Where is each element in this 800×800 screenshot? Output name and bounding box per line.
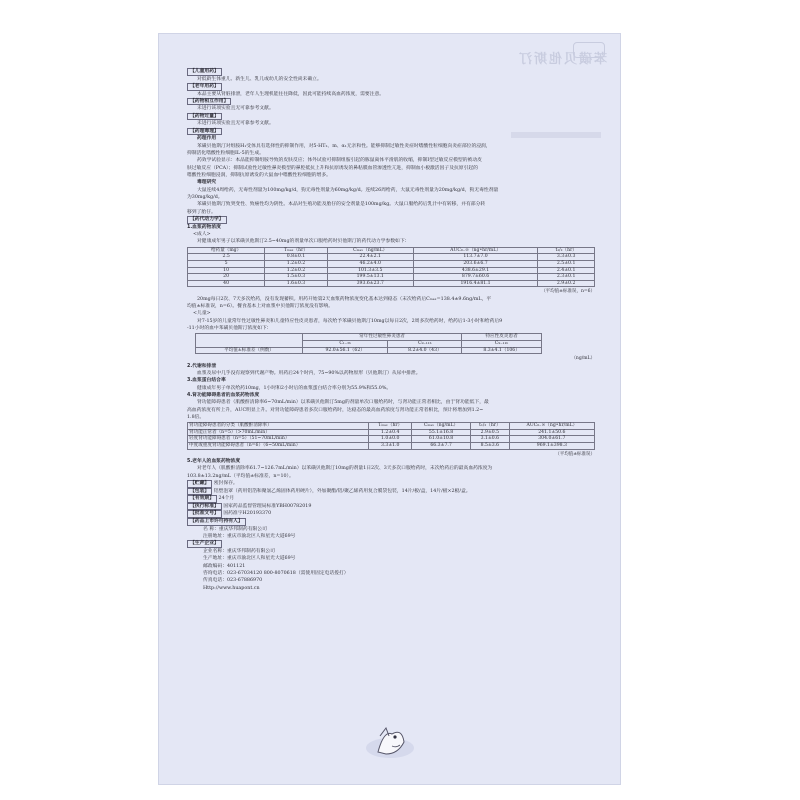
table-header: 常年性过敏性鼻炎患者 xyxy=(302,334,461,341)
company-logo xyxy=(362,722,418,762)
table-cell: 969.1±398.3 xyxy=(509,443,594,450)
pk4-line: 1.8倍。 xyxy=(187,414,205,420)
table-cell: 10 xyxy=(188,267,265,274)
table-header: C₉₋₁₁ₕ xyxy=(462,340,542,347)
storage-text: 密封保存。 xyxy=(213,481,238,486)
table-header-row xyxy=(188,247,595,254)
table-cell: 3.3±1.0 xyxy=(369,443,412,450)
mah-header: 【药品上市许可持有人】 xyxy=(187,518,246,526)
pk3-title: 3.血浆蛋白结合率 xyxy=(187,378,226,384)
approval-text: 国药准字H20193370 xyxy=(223,511,272,517)
website: Http://www.huapont.cn xyxy=(203,585,260,591)
table-cell: 1.5±0.3 xyxy=(265,274,328,281)
child-label: <儿童> xyxy=(193,311,211,317)
table-cell: 438.6±29.1 xyxy=(413,267,538,274)
toxicity-line: 苯磺贝他斯汀致突变性、致癌性均为阴性。本品对生殖功能及胎仔的安全剂量是100mg/kg。大鼠口服给药后乳汁中有转移，并有部分转 xyxy=(197,202,486,208)
table-row xyxy=(188,274,595,281)
table-header: AUC₀₋∞（ng•hr/mL） xyxy=(413,247,538,254)
toxicology-header: 【药理毒理】 xyxy=(187,128,222,136)
table-cell: 2.5 xyxy=(188,254,265,261)
table-cell: 1.0±0.0 xyxy=(369,436,412,443)
child-line: 对7-15岁的儿童常年性过敏性鼻炎和儿童特应性皮炎患者，每次给予苯磺贝他斯汀10mg以每日2次，2周多次给药时，给药后1-3小时和给药后9 xyxy=(197,318,503,324)
table-cell: 22.4±2.1 xyxy=(327,254,413,261)
table-cell: 3.3±0.3 xyxy=(538,254,595,261)
overdose-header: 【药物过量】 xyxy=(187,113,222,121)
leaflet-content xyxy=(187,68,595,592)
elderly-text: 本品主要从肾脏排泄，老年人生理机能往往降低，因此可能持续高血药浓度，需要注意。 xyxy=(197,91,385,97)
standard-header: 【执行标准】 xyxy=(187,503,222,511)
repeat-dose-line: 均值±标准误，n=6）。餐食基本上对血浆中贝他斯汀浓度没有影响。 xyxy=(187,304,334,309)
table-cell: 2.9±0.2 xyxy=(538,280,595,287)
table-header: 给药量（mg） xyxy=(188,247,265,254)
toxicity-line: 大鼠连续4周给药，无毒性剂量为100mg/kg/d，狗无毒性剂量为60mg/kg/d。连续26周给药，大鼠无毒性剂量为20mg/kg/d，狗无毒性剂量 xyxy=(197,187,499,193)
table-header-row xyxy=(188,423,595,430)
table-cell: 5 xyxy=(188,260,265,267)
table-header: Tₘₐₓ（hr） xyxy=(265,247,328,254)
pk4-line: 高血药浓度有所上升，AUC明显上升。对肾功能障碍患者多次口服给药时，达稳态的最高血药浓度与肾功能正常者相比，预计将增加到1.2~ xyxy=(187,407,484,413)
table-cell: 393.6±23.7 xyxy=(327,280,413,287)
table-cell: 66.3±7.7 xyxy=(412,443,471,450)
pharmacology-title: 药理作用 xyxy=(197,136,217,142)
kids-header: 【儿童用药】 xyxy=(187,68,222,76)
table-header: AUC₀₋∞（ng•hr/mL） xyxy=(509,423,594,430)
pharm-line: 药效学试验显示：本品能抑制组胺导致的皮肤反应；体外试验可抑制组胺引起的豚鼠离体平滑肌的收缩，抑制Ⅰ型过敏反应模型的被动皮 xyxy=(197,158,482,164)
table-row xyxy=(196,347,542,354)
mfr-line: 生产地址：重庆市渝北区人和星光大道69号 xyxy=(203,556,296,562)
table-cell: 8.5±3.6 xyxy=(471,443,510,450)
interaction-header: 【药物相互作用】 xyxy=(187,98,231,106)
pk5-title: 5.老年人的血浆药物浓度 xyxy=(187,458,241,464)
pharm-line: 苯磺贝他斯汀对组胺H₁受体具有选择性的抑制作用，对5-HT₂、m、α₁无亲和性。能够抑制过敏性炎症时嗜酸性粒细胞向炎症部位的浸润， xyxy=(197,143,491,149)
toxicity-line: 移到了胎仔。 xyxy=(187,209,216,215)
pharm-line: 嗜酸性粒细胞浸润，抑制抗原诱发的大鼠血中嗜酸性粒细胞的增多。 xyxy=(187,173,331,179)
table-cell: 8.2±4.0（43） xyxy=(388,347,462,354)
table-header: C₉₋₁₁ₕ xyxy=(388,340,462,347)
table-row xyxy=(188,267,595,274)
table-cell: 肾功能正常者（n=5）（>70mL/min） xyxy=(188,429,369,436)
table-header-row xyxy=(196,334,542,341)
kids-text: 对低龄生体重儿、新生儿、乳儿或幼儿的安全性尚未确立。 xyxy=(197,76,322,82)
table-cell: 平均值±标准差（例数） xyxy=(196,347,303,354)
pk5-line: 103.8±13.2ng/mL（平均值±标准差，n=10）。 xyxy=(187,473,294,479)
table-cell: 40 xyxy=(188,280,265,287)
mfr-line: 企业名称：重庆华邦制药有限公司 xyxy=(203,548,275,554)
repeat-dose-line: 20mg每日2次、7天多次给药，没有发现蓄积。用药开始第2天血浆药物浓度变化基本达到稳态（末次给药后Cₘₐₓ=138.4±9.6ng/mL，平 xyxy=(197,296,492,302)
table-row xyxy=(188,254,595,261)
storage-header: 【贮藏】 xyxy=(187,480,212,488)
interaction-text: 未进行该项实验且无可靠参考文献。 xyxy=(197,106,274,112)
elderly-header: 【老年用药】 xyxy=(187,83,222,91)
table-header: 肾功能障碍患者的分类（肌酸酐清除率） xyxy=(188,423,369,430)
leaflet-sheet xyxy=(159,34,620,784)
pk2-text: 血浆及尿中几乎没有观察到代谢产物。用药后24个时内，75~90%以药物原形（贝他斯汀）从尿中排泄。 xyxy=(197,370,421,376)
approval-header: 【批准文号】 xyxy=(187,510,222,518)
adult-intro: 对健康成年男子以苯磺贝他斯汀2.5~40mg的剂量单次口服给药时贝他斯汀的药代动力学参数如下： xyxy=(197,239,410,245)
validity-text: 24个月 xyxy=(218,496,235,502)
table-row xyxy=(188,260,595,267)
pk-table-renal xyxy=(187,422,595,449)
table-cell: 1916.4±81.1 xyxy=(413,280,538,287)
table-cell: 92.0±56.1（62） xyxy=(302,347,388,354)
table-row xyxy=(188,443,595,450)
pk1-title: 1.血浆药物浓度 xyxy=(187,224,221,230)
mah-line: 名 称：重庆华邦制药有限公司 xyxy=(203,526,267,532)
table-cell: 101.3±3.5 xyxy=(327,267,413,274)
mfr-line: 咨询电话：023-67034120 800-8070618（需使用固定电话拨打） xyxy=(203,570,349,576)
validity-header: 【有效期】 xyxy=(187,495,217,503)
table-cell: 2.3±0.1 xyxy=(538,274,595,281)
table-cell: 2.5±0.1 xyxy=(538,260,595,267)
pharm-line: 肤过敏反应（PCA）；抑制试验性过敏性鼻炎模型的鼻腔抵抗上升和抗原诱发的鼻粘膜血管渗透性亢进，抑制血小板激活因子及抗原引起的 xyxy=(187,165,478,171)
table-header: C₁₋₃ₕ xyxy=(302,340,388,347)
table-note: （平均值±标准误，n=6） xyxy=(541,289,595,295)
child-line: -11小时的血中苯磺贝他斯汀浓度如下： xyxy=(187,326,272,332)
table-cell: 1.2±0.2 xyxy=(265,267,328,274)
reverse-watermark-stamp xyxy=(573,42,605,58)
pk5-line: 对老年人（肌酸酐清除率61.7~126.7mL/min）以苯磺贝他斯汀10mg的剂量1日2次、3天多次口服给药时，末次给药后的最高血药浓度为 xyxy=(197,466,493,472)
pk-table-children xyxy=(195,333,542,354)
overdose-text: 未进行该项实验且无可靠参考文献。 xyxy=(197,121,274,127)
pk4-line: 肾功能障碍患者（肌酸酐清除率6~70mL/min）以苯磺贝他斯汀5mg的剂量单次口服给药时，与肾功能正常者相比，由于肾功能低下，最 xyxy=(197,400,489,406)
manufacturer-header: 【生产企业】 xyxy=(187,540,222,548)
table-cell: 8.3±4.1（106） xyxy=(462,347,542,354)
table-header: t₁/₂（hr） xyxy=(538,247,595,254)
table-cell: 2.4±0.1 xyxy=(538,267,595,274)
table-header: t₁/₂（hr） xyxy=(471,423,510,430)
table-note: （平均值±标准误） xyxy=(555,451,595,457)
table-cell: 1.2±0.4 xyxy=(369,429,412,436)
toxicity-title: 毒理研究 xyxy=(197,180,217,186)
table-row xyxy=(188,429,595,436)
table-cell: 61.0±10.8 xyxy=(412,436,471,443)
table-header: Tₘₐₓ（hr） xyxy=(369,423,412,430)
toxicity-line: 为30mg/kg/d。 xyxy=(187,195,223,201)
table-header: Cₘₐₓ（ng/mL） xyxy=(327,247,413,254)
table-cell: 2.9±0.5 xyxy=(471,429,510,436)
table-row xyxy=(188,280,595,287)
table-header: 特应性皮炎患者 xyxy=(462,334,542,341)
table-cell: 20 xyxy=(188,274,265,281)
mfr-line: 传真电话：023-67886970 xyxy=(203,578,263,584)
table-cell: 241.1±50.6 xyxy=(509,429,594,436)
table-cell: 1.6±0.3 xyxy=(265,280,328,287)
table-header: Cₘₐₓ（ng/mL） xyxy=(412,423,471,430)
pharm-line: 抑制活化嗜酸性粒细胞IL-5的生成。 xyxy=(187,151,264,157)
table-cell: 113.7±7.0 xyxy=(413,254,538,261)
mah-line: 注册地址：重庆市渝北区人和星光大道69号 xyxy=(203,533,296,539)
pk-header: 【药代动力学】 xyxy=(187,216,227,224)
package-header: 【包装】 xyxy=(187,488,212,496)
adult-label: <成人> xyxy=(193,232,211,238)
table-unit: （ng/mL） xyxy=(571,356,595,362)
table-cell: 1.2±0.2 xyxy=(265,260,328,267)
table-cell: 304.0±61.7 xyxy=(509,436,594,443)
table-cell: 轻度肾功能障碍患者（n=5）（51~70mL/min） xyxy=(188,436,369,443)
table-cell: 46.2±4.0 xyxy=(327,260,413,267)
table-cell: 55.1±16.8 xyxy=(412,429,471,436)
pk3-text: 健康成年男子单次给药10mg，1小时和2小时后的血浆蛋白结合率分别为55.9%和55.0%。 xyxy=(197,385,392,391)
pk4-title: 4.肾功能障碍患者的血浆药物浓度 xyxy=(187,392,260,398)
table-cell: 879.7±60.6 xyxy=(413,274,538,281)
pk2-title: 2.代谢和排泄 xyxy=(187,363,217,369)
pk-table-adult xyxy=(187,247,595,288)
table-cell: 3.1±0.6 xyxy=(471,436,510,443)
package-text: 铝塑泡罩（药用铝箔和聚氯乙烯固体药用硬片），外加聚酯/铝/聚乙烯药用复合膜袋包装，14片/板/盒，14片/板×2板/盒。 xyxy=(213,488,471,494)
table-cell: 199.5±13.1 xyxy=(327,274,413,281)
standard-text: 国家药品监督管理局标准YBH00782019 xyxy=(223,503,312,509)
mfr-line: 邮政编码：401121 xyxy=(203,563,246,569)
table-cell: 0.8±0.1 xyxy=(265,254,328,261)
table-cell: 中度或重度肾功能障碍患者（n=6）（6~50mL/min） xyxy=(188,443,369,450)
table-row xyxy=(188,436,595,443)
reverse-watermark: 苯磺贝他斯汀 xyxy=(517,52,608,67)
table-cell: 203.6±6.7 xyxy=(413,260,538,267)
